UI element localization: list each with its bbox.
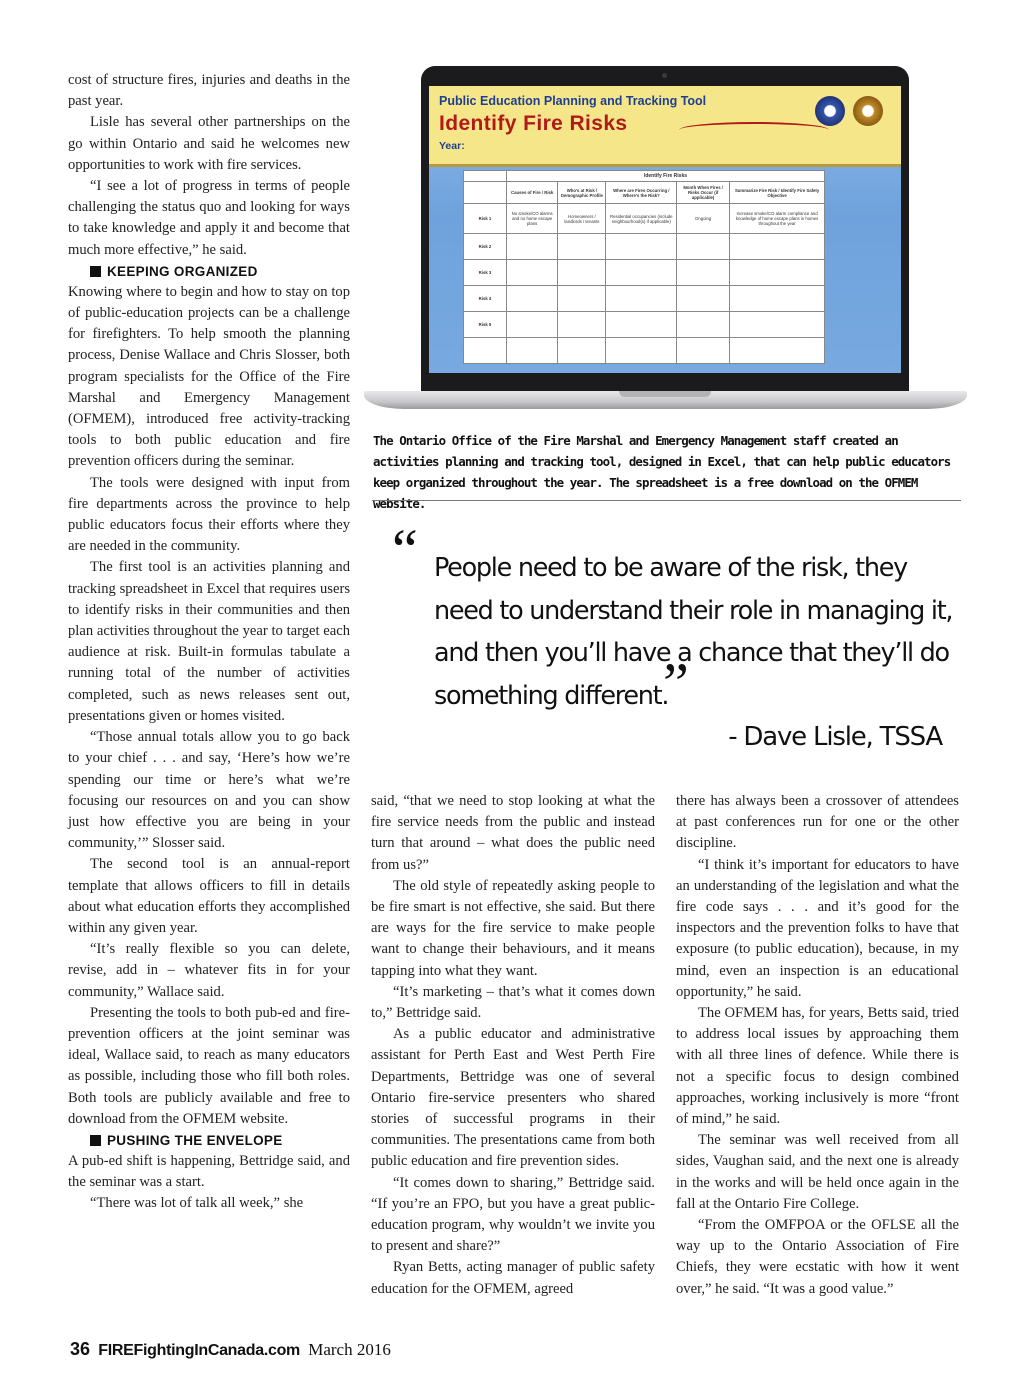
- table-cell: [677, 234, 730, 260]
- header-blank-cell: [464, 182, 507, 204]
- paragraph: Ryan Betts, acting manager of public safety education for the OFMEM, agreed: [371, 1259, 655, 1297]
- table-cell: Increase smoke/CO alarm compliance and knowledge of home escape plans in homes throughout the year: [730, 204, 825, 234]
- laptop-notch: [619, 391, 711, 397]
- paragraph: “Those annual totals allow you to go back to your chief . . . and say, ‘Here’s how we’re spending our time or here’s what we’re focusing our resources on and you can show just how effective you are being in your community,’” Slosser said.: [68, 729, 350, 852]
- tool-banner: [429, 86, 901, 167]
- caption-divider: [372, 500, 961, 501]
- paragraph: As a public educator and administrative assistant for Perth East and West Perth Fire Departments, Bettridge was one of several Ontario fire-service presenters who shared stories of successful programs in their communities. The presentations came from both public education and fire prevention sides.: [371, 1026, 655, 1170]
- square-bullet-icon: [90, 266, 101, 277]
- pull-quote-text: People need to be aware of the risk, they need to understand their role in managing it, and then you’ll have a chance that they’ll do something different.: [434, 553, 953, 711]
- table-cell: [730, 286, 825, 312]
- section-heading-pushing-the-envelope: [68, 1130, 350, 1151]
- table-cell: [558, 286, 606, 312]
- table-cell: [558, 234, 606, 260]
- table-cell: [507, 234, 558, 260]
- column-header: Who's at Risk / Demographic Profile: [558, 182, 606, 204]
- paragraph: said, “that we need to stop looking at what the fire service needs from the public and instead turn that around – what does the public need from us?”: [371, 793, 655, 873]
- photo-caption: The Ontario Office of the Fire Marshal and Emergency Management staff created an activities planning and tracking tool, designed in Excel, that can help public educators keep organized throughout the year. The spreadsheet is a free download on the OFMEM website.: [373, 433, 951, 511]
- paragraph: “I see a lot of progress in terms of people challenging the status quo and looking for ways to take knowledge and apply it and become that much more effective,” he said.: [68, 178, 350, 258]
- table-row: [464, 312, 825, 338]
- column-header: Causes of Fire / Risk: [507, 182, 558, 204]
- column-header: Where are Fires Occurring / Where's the Risk?: [606, 182, 677, 204]
- row-label: Risk 5: [464, 312, 507, 338]
- paragraph: The second tool is an annual-report template that allows officers to fill in details about what education efforts they accomplished within any given year.: [68, 856, 350, 936]
- table-cell: [677, 286, 730, 312]
- paragraph: “It’s really flexible so you can delete, revise, add in – whatever fits in for your community,” Wallace said.: [68, 941, 350, 1000]
- table-cell: [507, 338, 558, 364]
- article-column-3: [676, 791, 959, 1300]
- pull-quote-attribution: - Dave Lisle, TSSA: [728, 722, 942, 752]
- row-label: Risk 3: [464, 260, 507, 286]
- table-cell: Ongoing: [677, 204, 730, 234]
- paragraph: there has always been a crossover of attendees at past conferences run for one or the other discipline.: [676, 793, 959, 852]
- laptop-bezel: [421, 66, 909, 396]
- paragraph: “It’s marketing – that’s what it comes down to,” Bettridge said.: [371, 983, 655, 1022]
- section-heading-text: KEEPING ORGANIZED: [107, 263, 258, 279]
- row-label: Risk 4: [464, 286, 507, 312]
- table-cell: No smoke/CO alarms and no home escape plans: [507, 204, 558, 234]
- tool-title: Public Education Planning and Tracking Tool: [439, 94, 707, 108]
- sheet-corner-cell: [464, 171, 507, 182]
- swoosh-decoration: [679, 122, 829, 138]
- table-row: [464, 338, 825, 364]
- table-row: [464, 286, 825, 312]
- table-cell: [677, 338, 730, 364]
- table-cell: [677, 260, 730, 286]
- sheet-title: Identify Fire Risks: [507, 171, 825, 182]
- ofm-crest-icon: [815, 96, 845, 126]
- spreadsheet-table: [463, 170, 825, 364]
- paragraph: A pub-ed shift is happening, Bettridge said, and the seminar was a start.: [68, 1152, 350, 1191]
- article-column-1: [68, 70, 350, 1215]
- column-header: Month When Fires / Risks Occur (if applicable): [677, 182, 730, 204]
- row-label: Risk 2: [464, 234, 507, 260]
- section-heading-text: PUSHING THE ENVELOPE: [107, 1132, 283, 1148]
- table-cell: [606, 338, 677, 364]
- table-cell: [606, 286, 677, 312]
- page-footer: [70, 1337, 391, 1363]
- close-quote-mark: ”: [663, 651, 689, 716]
- table-cell: [507, 286, 558, 312]
- table-cell: [606, 260, 677, 286]
- ontario-crest-icon: [853, 96, 883, 126]
- row-label: Risk 1: [464, 204, 507, 234]
- table-cell: [606, 234, 677, 260]
- row-label: [464, 338, 507, 364]
- article-column-2: [371, 791, 655, 1300]
- table-cell: Homeowners / landlords / tenants: [558, 204, 606, 234]
- table-row: [464, 260, 825, 286]
- table-cell: [677, 312, 730, 338]
- paragraph: Knowing where to begin and how to stay on top of public-education projects can be a challenge for firefighters. To help smooth the planning process, Denise Wallace and Chris Slosser, both program specialists for the Office of the Fire Marshal and Emergency Management (OFMEM), introduced free activity-tracking tools to both public education and fire prevention officers during the seminar.: [68, 283, 350, 470]
- section-heading-keeping-organized: [68, 261, 350, 282]
- table-cell: [558, 338, 606, 364]
- paragraph: “From the OMFPOA or the OFLSE all the way up to the Ontario Association of Fire Chiefs, they were ecstatic with how it went over,” he said. “It was a good value.”: [676, 1217, 959, 1297]
- laptop-photo: [364, 66, 967, 414]
- paragraph: cost of structure fires, injuries and deaths in the past year.: [68, 72, 350, 110]
- table-cell: [730, 312, 825, 338]
- open-quote-mark: “: [392, 517, 418, 582]
- laptop-screen: [429, 86, 901, 373]
- table-cell: [606, 312, 677, 338]
- paragraph: The OFMEM has, for years, Betts said, tried to address local issues by approaching them with all three lines of defence. While there is not a specific focus to design combined approaches, working inclusively is more “front of mind,” he said.: [676, 1005, 959, 1128]
- paragraph: “It comes down to sharing,” Bettridge said. “If you’re an FPO, but you have a great public-education program, why wouldn’t we invite you to present and share?”: [371, 1174, 655, 1255]
- paragraph: Presenting the tools to both pub-ed and fire-prevention officers at the joint seminar was ideal, Wallace said, to reach as many educators as possible, including those who fill both roles. Both tools are publicly available and free to download from the OFMEM website.: [68, 1004, 350, 1127]
- page-number: 36: [70, 1339, 91, 1359]
- identify-fire-risks-title: Identify Fire Risks: [439, 112, 628, 135]
- paragraph: The first tool is an activities planning and tracking spreadsheet in Excel that requires users to identify risks in their communities and then plan activities throughout the year to target each audience at risk. Built-in formulas tabulate a running total of the number of activities completed, such as news releases sent out, presentations given or homes visited.: [68, 559, 350, 724]
- table-cell: [558, 260, 606, 286]
- square-bullet-icon: [90, 1135, 101, 1146]
- footer-issue-date: March 2016: [308, 1340, 391, 1359]
- table-cell: [507, 312, 558, 338]
- table-row: [464, 234, 825, 260]
- paragraph: “I think it’s important for educators to have an understanding of the legislation and what the fire code says . . . and it’s good for the inspectors and the prevention folks to have that exposure (to public education), because, in my mind, even an inspection is an educational opportunity,” he said.: [676, 856, 959, 1000]
- footer-site-name: FIREFightingInCanada.com: [98, 1342, 300, 1359]
- paragraph: The tools were designed with input from fire departments across the province to help public educators focus their efforts where they are needed in the community.: [68, 474, 350, 555]
- table-row: [464, 204, 825, 234]
- column-header: Summarize Fire Risk / Identify Fire Safety Objective: [730, 182, 825, 204]
- table-cell: [730, 260, 825, 286]
- paragraph: The old style of repeatedly asking people to be fire smart is not effective, she said. But there are ways for the fire service to make people want to change their behaviours, and it means tapping into what they want.: [371, 877, 655, 979]
- table-cell: [507, 260, 558, 286]
- paragraph: The seminar was well received from all sides, Vaughan said, and the next one is already in the works and will be held once again in the fall at the Ontario Fire College.: [676, 1132, 959, 1212]
- camera-icon: [662, 73, 667, 78]
- paragraph: “There was lot of talk all week,” she: [90, 1195, 304, 1212]
- table-cell: [730, 338, 825, 364]
- table-cell: [558, 312, 606, 338]
- table-cell: [730, 234, 825, 260]
- year-label: Year:: [439, 140, 465, 152]
- paragraph: Lisle has several other partnerships on the go within Ontario and said he welcomes new opportunities to work with fire services.: [68, 114, 350, 173]
- table-cell: Residential occupancies (include neighbourhood(s) if applicable): [606, 204, 677, 234]
